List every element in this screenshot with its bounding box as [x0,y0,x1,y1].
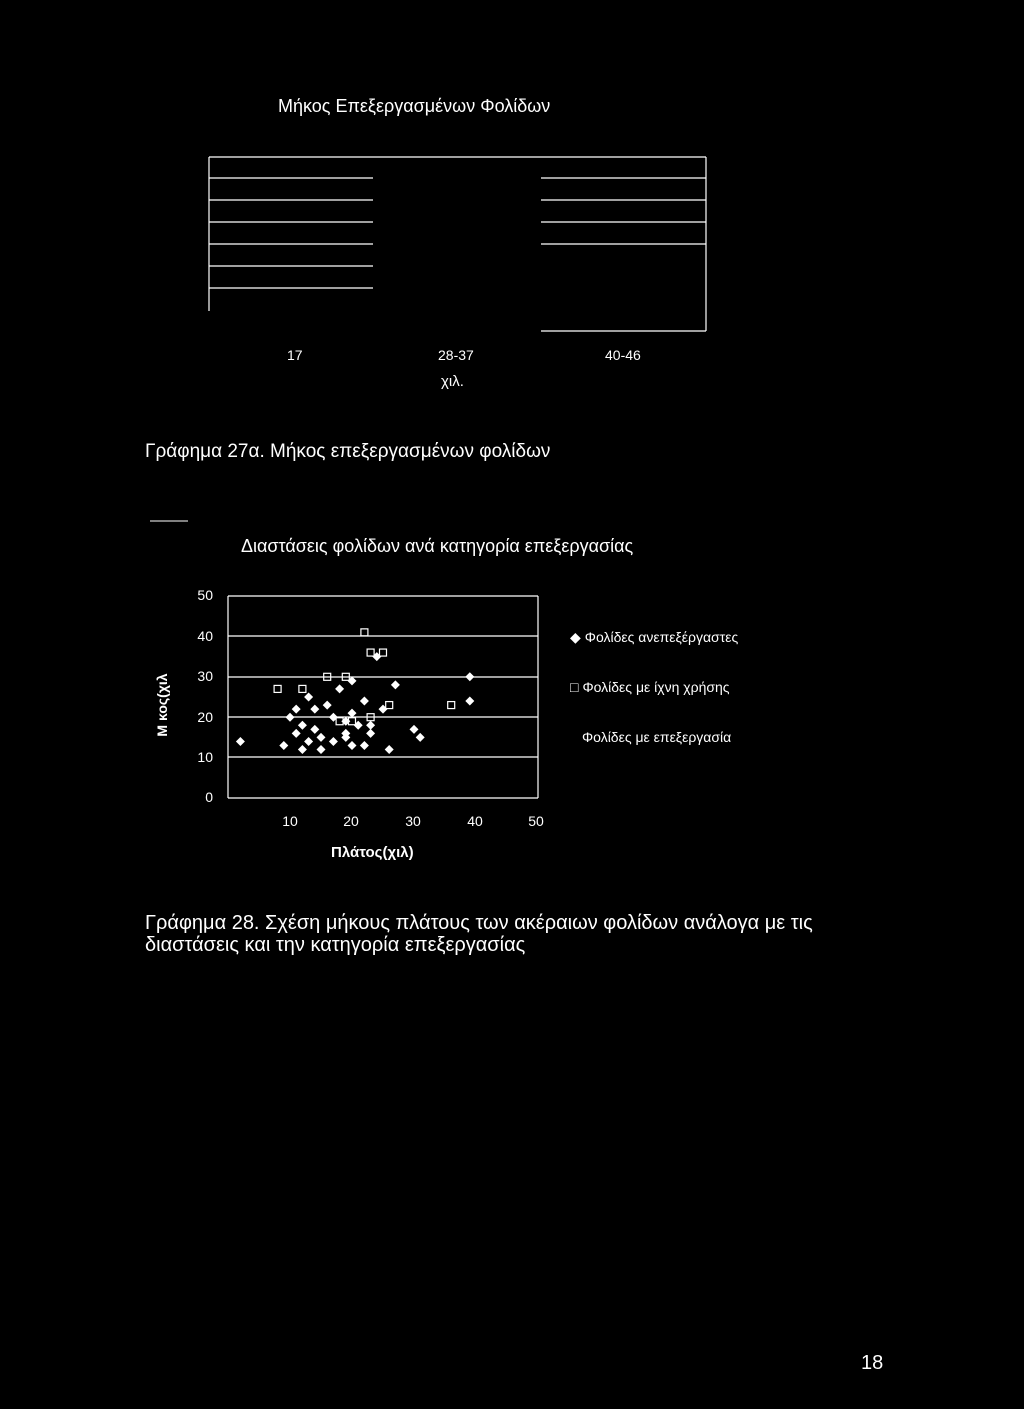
legend-item-unworked [570,629,738,646]
chart1-tick-label: 17 [287,347,303,363]
page-number: 18 [861,1352,884,1374]
data-point-use-wear [386,702,393,709]
x-tick-label: 40 [467,813,483,829]
data-point-unworked [323,701,332,710]
data-point-unworked [348,741,357,750]
data-point-unworked [279,741,288,750]
chart2-y-axis-label: Μ κος(χιλ [154,673,170,737]
y-tick-label: 20 [197,709,213,725]
data-point-unworked [465,672,474,681]
legend-item-worked [582,729,731,745]
data-point-unworked [335,684,344,693]
data-point-unworked [317,745,326,754]
data-point-unworked [310,705,319,714]
x-tick-label: 10 [282,813,298,829]
data-point-unworked [360,741,369,750]
legend-label: Φολίδες με ίχνη χρήσης [582,679,730,695]
data-point-unworked [292,729,301,738]
data-point-unworked [329,737,338,746]
data-point-unworked [236,737,245,746]
diamond-icon: ◆ [570,629,581,645]
data-point-use-wear [361,629,368,636]
data-point-unworked [465,697,474,706]
y-tick-label: 10 [197,749,213,765]
data-point-use-wear [448,702,455,709]
chart1-title: Μήκος Επεξεργασμένων Φολίδων [278,96,551,116]
chart1-tick-label: 40-46 [605,347,641,363]
data-point-unworked [304,737,313,746]
data-point-unworked [366,729,375,738]
figure-caption-28: Γράφημα 28. Σχέση μήκους πλάτους των ακέραιων φολίδων ανάλογα με τις διαστάσεις και την κατηγορία επεξεργασίας [145,912,813,956]
chart2-markers [236,629,474,754]
legend-label: Φολίδες με επεξεργασία [582,729,732,745]
data-point-unworked [317,733,326,742]
chart1-x-axis-label: χιλ. [441,373,464,390]
legend-label: Φολίδες ανεπεξέργαστες [584,629,739,645]
data-point-unworked [416,733,425,742]
y-tick-label: 40 [197,628,213,644]
data-point-use-wear [274,685,281,692]
data-point-use-wear [380,649,387,656]
chart1-plot [209,157,706,331]
chart2-x-axis-label: Πλάτος(χιλ) [331,844,414,861]
data-point-unworked [348,709,357,718]
x-tick-label: 50 [528,813,544,829]
y-tick-label: 30 [197,668,213,684]
data-point-unworked [360,697,369,706]
y-tick-label: 50 [197,587,213,603]
data-point-use-wear [367,649,374,656]
data-point-unworked [391,680,400,689]
data-point-use-wear [299,685,306,692]
data-point-unworked [292,705,301,714]
data-point-unworked [366,721,375,730]
data-point-unworked [304,693,313,702]
x-tick-label: 20 [343,813,359,829]
data-point-unworked [286,713,295,722]
chart2-title: Διαστάσεις φολίδων ανά κατηγορία επεξεργασίας [241,536,634,556]
data-point-unworked [310,725,319,734]
data-point-unworked [298,745,307,754]
square-icon: □ [570,679,579,695]
y-tick-label: 0 [205,789,213,805]
data-point-unworked [410,725,419,734]
chart2-plot [228,596,538,798]
data-point-unworked [298,721,307,730]
figure-caption-27a: Γράφημα 27α. Μήκος επεξεργασμένων φολίδων [145,441,551,462]
chart1-tick-label: 28-37 [438,347,474,363]
legend-item-use-wear [570,679,730,695]
data-point-unworked [385,745,394,754]
x-tick-label: 30 [405,813,421,829]
